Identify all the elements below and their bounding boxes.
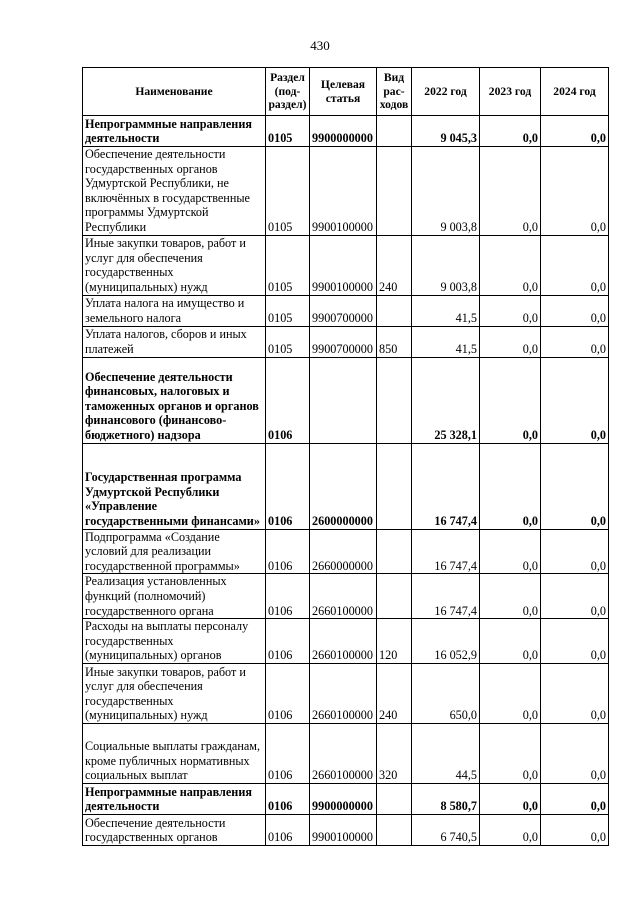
page-number: 430 (310, 38, 330, 53)
cell-y2022: 16 747,4 (412, 529, 480, 574)
budget-table (82, 67, 609, 846)
cell-name: Непрограммные направления деятельности (83, 783, 266, 814)
cell-target: 9900700000 (310, 295, 377, 326)
cell-y2023: 0,0 (480, 529, 541, 574)
cell-vid (377, 814, 412, 845)
cell-section: 0105 (266, 235, 310, 295)
cell-section: 0106 (266, 574, 310, 619)
cell-section: 0106 (266, 663, 310, 723)
cell-vid (377, 116, 412, 147)
cell-target: 2660100000 (310, 619, 377, 664)
cell-y2022: 9 045,3 (412, 116, 480, 147)
cell-y2022: 16 052,9 (412, 619, 480, 664)
cell-section: 0106 (266, 783, 310, 814)
cell-name: Расходы на выплаты персоналу государственных (муниципальных) органов (83, 619, 266, 664)
header-2023: 2023 год (480, 68, 541, 116)
cell-y2024: 0,0 (541, 529, 609, 574)
cell-section: 0106 (266, 723, 310, 783)
cell-y2023: 0,0 (480, 783, 541, 814)
header-target: Целевая статья (310, 68, 377, 116)
cell-vid: 240 (377, 235, 412, 295)
cell-y2024: 0,0 (541, 147, 609, 236)
table-row (83, 529, 609, 574)
cell-vid (377, 147, 412, 236)
cell-y2022: 44,5 (412, 723, 480, 783)
cell-y2024: 0,0 (541, 814, 609, 845)
cell-target (310, 357, 377, 443)
cell-vid: 240 (377, 663, 412, 723)
cell-target: 9900100000 (310, 814, 377, 845)
cell-name: Подпрограмма «Создание условий для реализации государственной программы» (83, 529, 266, 574)
cell-name: Государственная программа Удмуртской Республики «Управление государственными финансами» (83, 443, 266, 529)
cell-name: Обеспечение деятельности государственных органов (83, 814, 266, 845)
cell-target: 9900100000 (310, 235, 377, 295)
table-row (83, 619, 609, 664)
cell-y2022: 16 747,4 (412, 574, 480, 619)
table-row (83, 357, 609, 443)
cell-y2022: 8 580,7 (412, 783, 480, 814)
cell-y2023: 0,0 (480, 574, 541, 619)
cell-section: 0105 (266, 116, 310, 147)
table-row (83, 235, 609, 295)
cell-vid (377, 574, 412, 619)
cell-y2023: 0,0 (480, 295, 541, 326)
cell-y2023: 0,0 (480, 723, 541, 783)
cell-vid (377, 295, 412, 326)
header-section: Раздел (под-раздел) (266, 68, 310, 116)
cell-name: Иные закупки товаров, работ и услуг для обеспечения государственных (муниципальных) нужд (83, 235, 266, 295)
cell-target: 2660100000 (310, 574, 377, 619)
header-2024: 2024 год (541, 68, 609, 116)
cell-vid (377, 357, 412, 443)
cell-target: 9900000000 (310, 783, 377, 814)
cell-y2024: 0,0 (541, 574, 609, 619)
table-row (83, 783, 609, 814)
header-row (83, 68, 609, 116)
cell-y2022: 25 328,1 (412, 357, 480, 443)
table-row (83, 574, 609, 619)
cell-y2024: 0,0 (541, 235, 609, 295)
table-row (83, 147, 609, 236)
cell-section: 0105 (266, 295, 310, 326)
cell-y2023: 0,0 (480, 357, 541, 443)
cell-y2023: 0,0 (480, 443, 541, 529)
cell-y2023: 0,0 (480, 116, 541, 147)
cell-vid: 120 (377, 619, 412, 664)
cell-name: Уплата налога на имущество и земельного налога (83, 295, 266, 326)
table-row (83, 116, 609, 147)
cell-target: 2600000000 (310, 443, 377, 529)
header-vid: Вид рас-ходов (377, 68, 412, 116)
cell-y2023: 0,0 (480, 619, 541, 664)
cell-name: Непрограммные направления деятельности (83, 116, 266, 147)
cell-y2022: 9 003,8 (412, 147, 480, 236)
cell-section: 0106 (266, 814, 310, 845)
cell-vid (377, 529, 412, 574)
cell-y2024: 0,0 (541, 116, 609, 147)
cell-name: Уплата налогов, сборов и иных платежей (83, 326, 266, 357)
table-row (83, 723, 609, 783)
cell-y2024: 0,0 (541, 783, 609, 814)
cell-target: 9900000000 (310, 116, 377, 147)
cell-y2022: 41,5 (412, 295, 480, 326)
cell-section: 0106 (266, 357, 310, 443)
cell-name: Обеспечение деятельности финансовых, налоговых и таможенных органов и органов финансового (финансово-бюджетного) надзора (83, 357, 266, 443)
cell-target: 9900700000 (310, 326, 377, 357)
table-row (83, 326, 609, 357)
cell-y2022: 16 747,4 (412, 443, 480, 529)
cell-y2023: 0,0 (480, 235, 541, 295)
cell-vid (377, 783, 412, 814)
cell-y2022: 650,0 (412, 663, 480, 723)
cell-target: 2660100000 (310, 723, 377, 783)
cell-target: 2660000000 (310, 529, 377, 574)
table-row (83, 295, 609, 326)
cell-y2023: 0,0 (480, 663, 541, 723)
table-row (83, 663, 609, 723)
cell-y2024: 0,0 (541, 723, 609, 783)
cell-y2022: 9 003,8 (412, 235, 480, 295)
cell-section: 0106 (266, 529, 310, 574)
header-2022: 2022 год (412, 68, 480, 116)
cell-name: Реализация установленных функций (полномочий) государственного органа (83, 574, 266, 619)
cell-y2022: 41,5 (412, 326, 480, 357)
cell-y2024: 0,0 (541, 443, 609, 529)
cell-y2024: 0,0 (541, 295, 609, 326)
cell-vid: 850 (377, 326, 412, 357)
cell-vid (377, 443, 412, 529)
cell-vid: 320 (377, 723, 412, 783)
cell-y2024: 0,0 (541, 663, 609, 723)
cell-y2024: 0,0 (541, 326, 609, 357)
cell-section: 0106 (266, 619, 310, 664)
cell-y2022: 6 740,5 (412, 814, 480, 845)
table-row (83, 814, 609, 845)
cell-y2024: 0,0 (541, 619, 609, 664)
cell-target: 2660100000 (310, 663, 377, 723)
cell-section: 0105 (266, 147, 310, 236)
cell-name: Обеспечение деятельности государственных органов Удмуртской Республики, не включённых в государственные программы Удмуртской Республики (83, 147, 266, 236)
cell-y2024: 0,0 (541, 357, 609, 443)
cell-name: Иные закупки товаров, работ и услуг для обеспечения государственных (муниципальных) нужд (83, 663, 266, 723)
cell-y2023: 0,0 (480, 147, 541, 236)
cell-y2023: 0,0 (480, 814, 541, 845)
header-name: Наименование (83, 68, 266, 116)
cell-name: Социальные выплаты гражданам, кроме публичных нормативных социальных выплат (83, 723, 266, 783)
cell-section: 0105 (266, 326, 310, 357)
table-row (83, 443, 609, 529)
cell-section: 0106 (266, 443, 310, 529)
cell-target: 9900100000 (310, 147, 377, 236)
cell-y2023: 0,0 (480, 326, 541, 357)
